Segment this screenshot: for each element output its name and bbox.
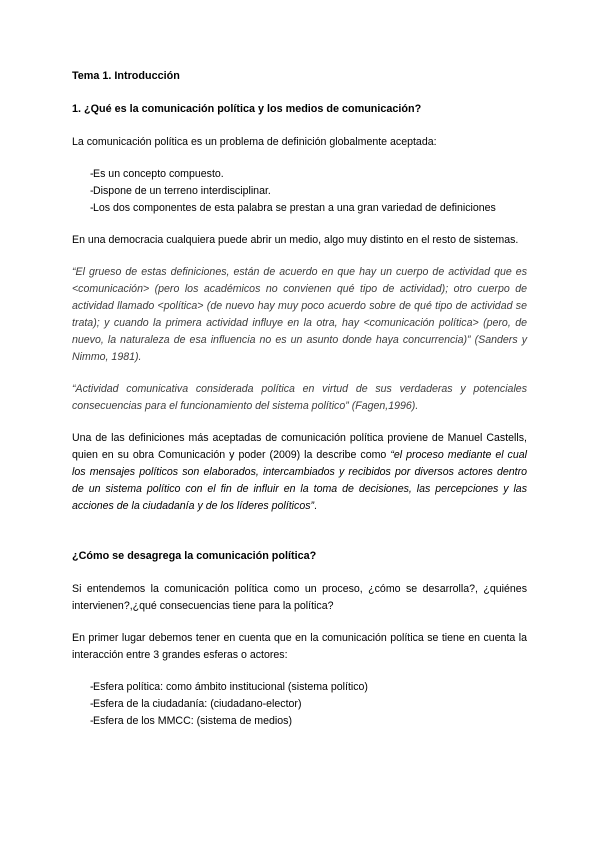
list-item xyxy=(72,713,527,730)
list-item xyxy=(72,679,527,696)
dash-bullet: - xyxy=(90,681,94,693)
list-item-text: Esfera de la ciudadanía: (ciudadano-elector) xyxy=(93,698,302,710)
section2-paragraph2: En primer lugar debemos tener en cuenta que en la comunicación política se tiene en cuenta la interacción entre 3 grandes esferas o actores: xyxy=(72,632,527,661)
quote-fagen: “Actividad comunicativa considerada política en virtud de sus verdaderas y potenciales consecuencias para el funcionamiento del sistema político” (Fagen,1996). xyxy=(72,383,527,412)
section1-intro: La comunicación política es un problema de definición globalmente aceptada: xyxy=(72,136,437,148)
quote-sanders-nimmo: “El grueso de estas definiciones, están de acuerdo en que hay un cuerpo de actividad que es <comunicación> (pero los académicos no convienen qué tipo de actividad); otro cuerpo de actividad llamado <política> (de nuevo hay muy poco acuerdo sobre de qué tipo de actividad se trata); y cuando la primera actividad influye en la otra, hay <comunicación política> (pero, de nuevo, la naturaleza de esa influencia no es un asunto donde haya concurrencia)” (Sanders y Nimmo, 1981). xyxy=(72,266,527,363)
list-item xyxy=(72,166,527,183)
castells-end: . xyxy=(314,500,317,512)
castells-paragraph xyxy=(72,430,527,515)
section2-paragraph1: Si entendemos la comunicación política como un proceso, ¿cómo se desarrolla?, ¿quiénes intervienen?,¿qué consecuencias tiene para la política? xyxy=(72,583,527,612)
castells-lead: Una de las definiciones más aceptadas de comunicación política proviene de Manuel Castells, quien en su obra Comunicación y poder (2009) la describe como xyxy=(72,432,527,461)
section1-bullet-list xyxy=(72,166,527,217)
list-item xyxy=(72,696,527,713)
section2-bullet-list xyxy=(72,679,527,730)
list-item-text: Los dos componentes de esta palabra se prestan a una gran variedad de definiciones xyxy=(93,202,496,214)
section2-heading: ¿Cómo se desagrega la comunicación política? xyxy=(72,550,317,562)
democracy-paragraph: En una democracia cualquiera puede abrir un medio, algo muy distinto en el resto de sistemas. xyxy=(72,234,519,246)
list-item xyxy=(72,200,527,217)
document-page xyxy=(72,68,527,745)
section-spacer xyxy=(72,530,527,548)
castells-definition-quote: “el proceso mediante el cual los mensajes políticos son elaborados, intercambiados y recibidos por diversos actores dentro de un sistema político con el fin de influir en la toma de decisiones, las percepciones y las acciones de la ciudadanía y de los líderes políticos” xyxy=(72,449,527,512)
list-item-text: Esfera política: como ámbito institucional (sistema político) xyxy=(93,681,368,693)
dash-bullet: - xyxy=(90,202,94,214)
dash-bullet: - xyxy=(90,168,94,180)
list-item xyxy=(72,183,527,200)
section1-heading: 1. ¿Qué es la comunicación política y los medios de comunicación? xyxy=(72,103,422,115)
list-item-text: Esfera de los MMCC: (sistema de medios) xyxy=(93,715,292,727)
dash-bullet: - xyxy=(90,698,94,710)
document-title: Tema 1. Introducción xyxy=(72,70,180,82)
list-item-text: Es un concepto compuesto. xyxy=(93,168,224,180)
list-item-text: Dispone de un terreno interdisciplinar. xyxy=(93,185,271,197)
dash-bullet: - xyxy=(90,185,94,197)
dash-bullet: - xyxy=(90,715,94,727)
